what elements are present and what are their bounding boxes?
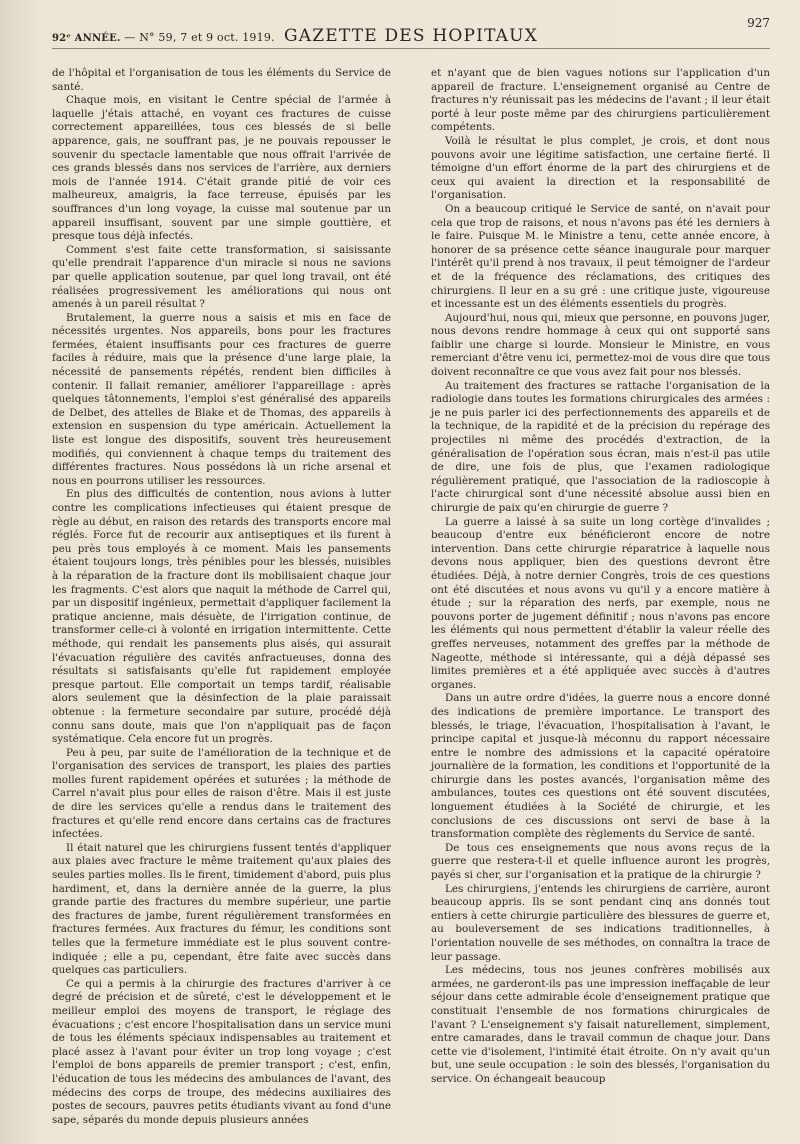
paragraph: Il était naturel que les chirurgiens fussent tentés d'appliquer aux plaies avec fracture le même traitement qu'aux plaies des seules parties molles. Ils le firent, timidement d'abord, puis plus hardiment, et, dans la dernière année de la guerre, la plus grande partie des fractures du membre supérieur, une partie des fractures de jambe, furent régulièrement transformées en fractures fermées. Aux fractures du fémur, les conditions sont telles que la fermeture immédiate est le plus souvent contre-indiquée ; elle a pu, cependant, être faite avec succès dans quelques cas particuliers. xyxy=(52,841,391,977)
right-column xyxy=(431,67,770,1117)
paragraph: de l'hôpital et l'organisation de tous les éléments du Service de santé. xyxy=(52,67,391,93)
paragraph: Les médecins, tous nos jeunes confrères mobilisés aux armées, ne garderont-ils pas une impression ineffaçable de leur séjour dans cette admirable école d'enseignement pratique que constituait l'ensemble de nos formations chirurgicales de l'avant ? L'enseignement s'y faisait naturellement, simplement, entre camarades, dans le travail commun de chaque jour. Dans cette vie d'isolement, l'intimité était étroite. On n'y avait qu'un but, une seule occupation : le soin des blessés, l'organisation du service. On échangeait beaucoup xyxy=(431,964,770,1085)
paragraph: On a beaucoup critiqué le Service de santé, on n'avait pour cela que trop de raisons, et nous n'avons pas été les derniers à le faire. Puisque M. le Ministre a tenu, cette année encore, à honorer de sa présence cette séance inaugurale pour marquer l'intérêt qu'il prend à nos travaux, il peut témoigner de l'ardeur et de la fréquence des réclamations, des critiques des chirurgiens. Il leur en a su gré : une critique juste, vigoureuse et incessante est un des éléments essentiels du progrès. xyxy=(431,202,770,311)
journal-title: GAZETTE DES HOPITAUX xyxy=(283,26,538,46)
page-number: 927 xyxy=(747,16,770,30)
paragraph: Dans un autre ordre d'idées, la guerre nous a encore donné des indications de première importance. Le transport des blessés, le triage, l'évacuation, l'hospitalisation à l'avant, le principe capital et jusque-là méconnu du rapport nécessaire entre le nombre des admissions et la capacité opératoire journalière de la formation, les conditions et l'opportunité de la chirurgie dans les postes avancés, l'organisation même des ambulances, toutes ces questions ont été souvent discutées, longuement étudiées à la Société de chirurgie, et les conclusions de ces discussions ont servi de base à la transformation complète des règlements du Service de santé. xyxy=(431,692,770,841)
paragraph: Chaque mois, en visitant le Centre spécial de l'armée à laquelle j'étais attaché, en voyant ces fractures de cuisse correctement appareillées, tous ces blessés de si belle apparence, gais, ne souffrant pas, je ne pouvais repousser le souvenir du spectacle lamentable que nous offrait l'arrivée de ces grands blessés dans nos services de l'arrière, aux derniers mois de l'année 1914. C'était grande pitié de voir ces malheureux, amaigris, la face terreuse, épuisés par les souffrances d'un long voyage, la cuisse mal soutenue par un appareil insuffisant, souvent par une simple gouttière, et presque tous déjà infectés. xyxy=(52,94,391,243)
left-column xyxy=(52,67,391,1126)
paragraph: Au traitement des fractures se rattache l'organisation de la radiologie dans toutes les formations chirurgicales des armées : je ne puis parler ici des perfectionnements des appareils et de la technique, de la rapidité et de la précision du repérage des projectiles ni même des procédés d'extraction, de la généralisation de l'opération sous écran, mais n'est-il pas utile de dire, une fois de plus, que l'examen radiologique régulièrement pratiqué, que l'association de la radioscopie à l'acte chirurgical sont d'une nécessité absolue aussi bien en chirurgie de paix qu'en chirurgie de guerre ? xyxy=(431,379,770,514)
paragraph: Ce qui a permis à la chirurgie des fractures d'arriver à ce degré de précision et de sûreté, c'est le développement et le meilleur emploi des moyens de transport, le réglage des évacuations ; c'est encore l'hospitalisation dans un service muni de tous les éléments spéciaux indispensables au traitement et placé assez à l'avant pour éviter un trop long voyage ; c'est l'emploi de bons appareils de premier transport ; c'est, enfin, l'éducation de tous les médecins des ambulances de l'avant, des médecins des corps de troupe, des médecins auxiliaires des postes de secours, pauvres petits étudiants vivant au fond d'une sape, séparés du monde depuis plusieurs années xyxy=(52,977,391,1126)
paragraph: La guerre a laissé à sa suite un long cortège d'invalides ; beaucoup d'entre eux bénéficieront encore de notre intervention. Dans cette chirurgie réparatrice à laquelle nous devons nous appliquer, bien des questions devront être étudiées. Déjà, à notre dernier Congrès, trois de ces questions ont été discutées et nous avons vu qu'il y a encore matière à étude ; sur la réparation des nerfs, par exemple, nous ne pouvons porter de jugement définitif ; nous n'avons pas encore les éléments qui nous permettent d'établir la valeur réelle des greffes nerveuses, notamment des greffes par la méthode de Nageotte, méthode si intéressante, qui a déjà dépassé ses limites premières et a été appliquée avec succès à d'autres organes. xyxy=(431,515,770,691)
paragraph: En plus des difficultés de contention, nous avions à lutter contre les complications infectieuses qui étaient presque de règle au début, en raison des retards des transports encore mal réglés. Force fut de recourir aux antiseptiques et ils furent à peu près tous employés à ce moment. Mais les pansements étaient toujours longs, très pénibles pour les blessés, nuisibles à la réparation de la fracture dont ils mobilisaient chaque jour les fragments. C'est alors que naquit la méthode de Carrel qui, par un dispositif ingénieux, permettait d'appliquer facilement la pratique ancienne, mais désuète, de l'irrigation continue, de transformer celle-ci à volonté en irrigation intermittente. Cette méthode, qui rendait les pansements plus aisés, qui assurait l'évacuation régulière des cavités anfractueuses, donna des résultats si satisfaisants qu'elle fut rapidement employée presque partout. Elle comportait un temps tardif, réalisable alors seulement que la désinfection de la plaie paraissait obtenue : la fermeture secondaire par suture, procédé déjà connu sans doute, mais que l'on n'appliquait pas de façon systématique. Cela encore fut un progrès. xyxy=(52,488,391,746)
paragraph: et n'ayant que de bien vagues notions sur l'application d'un appareil de fracture. L'enseignement organisé au Centre de fractures n'y réunissait pas les médecins de l'avant ; il leur était porté à leur poste même par des chirurgiens particulièrement compétents. xyxy=(431,67,770,134)
issue-year: 92ᵉ ANNÉE. xyxy=(52,33,121,44)
paragraph: Comment s'est faite cette transformation, si saisissante qu'elle prendrait l'apparence d'un miracle si nous ne savions par quelle application soutenue, par quel long travail, ont été réalisées progressivement les améliorations qui nous ont amenés à un pareil résultat ? xyxy=(52,243,391,311)
page-header xyxy=(52,18,770,49)
paragraph: Brutalement, la guerre nous a saisis et mis en face de nécessités urgentes. Nos appareils, bons pour les fractures fermées, étaient insuffisants pour ces fractures de guerre faciles à réduire, mais que la présence d'une large plaie, la nécessité de pansements répétés, rendent bien difficiles à contenir. Il fallait remanier, améliorer l'appareillage : après quelques tâtonnements, l'emploi s'est généralisé des appareils de Delbet, des attelles de Blake et de Thomas, des appareils à extension en suspension du type américain. Actuellement la liste est longue des dispositifs, souvent très heureusement modifiés, qui conviennent à chaque temps du traitement des différentes fractures. Nous possédons là un riche arsenal et nous en pourrons utiliser les ressources. xyxy=(52,311,391,487)
paragraph: Aujourd'hui, nous qui, mieux que personne, en pouvons juger, nous devons rendre hommage à ceux qui ont supporté sans faiblir une charge si lourde. Monsieur le Ministre, en vous remerciant d'être venu ici, permettez-moi de vous dire que tous doivent reconnaître ce que vous avez fait pour nos blessés. xyxy=(431,311,770,379)
article-body xyxy=(52,67,770,1126)
paragraph: Voilà le résultat le plus complet, je crois, et dont nous pouvons avoir une légitime satisfaction, une certaine fierté. Il témoigne d'un effort énorme de la part des chirurgiens et de ceux qui avaient la direction et la responsabilité de l'organisation. xyxy=(431,134,770,202)
paragraph: Les chirurgiens, j'entends les chirurgiens de carrière, auront beaucoup appris. Ils se sont pendant cinq ans donnés tout entiers à cette chirurgie particulière des blessures de guerre et, au bouleversement de ses indications traditionnelles, à l'orientation nouvelle de ses méthodes, on connaîtra la trace de leur passage. xyxy=(431,882,770,963)
paragraph: De tous ces enseignements que nous avons reçus de la guerre que restera-t-il et quelle influence auront les progrès, payés si cher, sur l'organisation et la pratique de la chirurgie ? xyxy=(431,841,770,882)
issue-number-date: — N° 59, 7 et 9 oct. 1919. xyxy=(120,31,275,44)
paragraph: Peu à peu, par suite de l'amélioration de la technique et de l'organisation des services de transport, les plaies des parties molles furent rapidement opérées et suturées ; la méthode de Carrel n'avait plus pour elles de raison d'être. Mais il est juste de dire les services qu'elle a rendus dans le traitement des fractures et qu'elle rend encore dans certains cas de fractures infectées. xyxy=(52,746,391,841)
